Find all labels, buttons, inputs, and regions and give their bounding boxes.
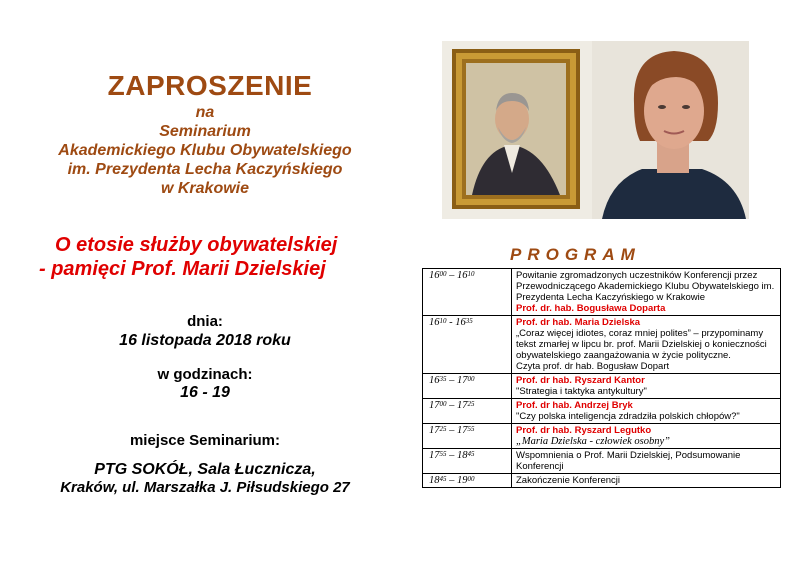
place-line-1: PTG SOKÓŁ, Sala Łucznicza, [94, 461, 316, 478]
program-text: Powitanie zgromadzonych uczestników Konferencji przez Przewodniczącego Akademickiego Klubu Obywatelskiego im. Prezydenta Lecha Kaczyńskiego w Krakowie [516, 270, 775, 303]
program-heading: PROGRAM [510, 245, 641, 264]
time-separator: – [446, 475, 457, 486]
program-description [512, 424, 781, 449]
time-start-min: 35 [439, 375, 447, 383]
program-description [512, 374, 781, 399]
time-start-hour: 16 [429, 317, 440, 328]
header-line: Akademickiego Klubu Obywatelskiego [58, 142, 352, 159]
program-text: Czyta prof. dr hab. Bogusław Dopart [516, 361, 670, 372]
header-line: Seminarium [159, 123, 251, 140]
time-end-hour: 17 [457, 425, 468, 436]
program-row [423, 399, 781, 424]
time-start-min: 55 [439, 450, 447, 458]
program-row [423, 316, 781, 374]
header-line: w Krakowie [160, 180, 250, 197]
time-start-hour: 17 [429, 425, 440, 436]
time-start-min: 45 [439, 475, 447, 483]
program-speaker: Prof. dr. hab. Bogusława Doparta [516, 303, 666, 314]
time-start-min: 10 [439, 317, 447, 325]
place-label: miejsce Seminarium: [129, 432, 281, 449]
hours-label: w godzinach: [157, 366, 253, 383]
time-start-hour: 16 [429, 375, 440, 386]
program-text: „Maria Dzielska - człowiek osobny” [516, 436, 670, 447]
program-time [423, 424, 512, 449]
time-end-hour: 16 [455, 317, 466, 328]
hours-value: 16 - 19 [180, 384, 230, 401]
topic-line-2: - pamięci Prof. Marii Dzielskiej [39, 258, 326, 280]
program-time [423, 474, 512, 488]
place-line-2: Kraków, ul. Marszałka J. Piłsudskiego 27 [60, 479, 350, 496]
time-end-min: 00 [467, 375, 475, 383]
time-end-min: 55 [467, 425, 475, 433]
time-end-hour: 16 [457, 270, 468, 281]
program-text: Zakończenie Konferencji [516, 475, 621, 486]
date-value: 16 listopada 2018 roku [119, 332, 291, 349]
time-start-hour: 17 [429, 450, 440, 461]
time-end-min: 35 [465, 317, 473, 325]
photo [442, 41, 749, 219]
painted-portrait [466, 63, 566, 195]
program-time [423, 374, 512, 399]
program-description [512, 474, 781, 488]
date-label: dnia: [187, 313, 223, 330]
time-end-min: 45 [467, 450, 475, 458]
program-speaker: Prof. dr hab. Ryszard Legutko [516, 425, 652, 436]
header-line: na [195, 104, 215, 121]
program-text: "Strategia i taktyka antykultury" [516, 386, 647, 397]
program-text: „Coraz więcej idiotes, coraz mniej polites” – przypominamy tekst zmarłej w lipcu br. prof. Marii Dzielskiej o konieczności obywatelskiego zaangażowania w życie polityczne. [516, 328, 767, 361]
program-description [512, 399, 781, 424]
page-title: ZAPROSZENIE [107, 70, 313, 101]
photo-illustration [442, 41, 749, 219]
time-end-min: 25 [467, 400, 475, 408]
time-end-min: 00 [467, 475, 475, 483]
time-start-hour: 18 [429, 475, 440, 486]
program-speaker: Prof. dr hab. Maria Dzielska [516, 317, 641, 328]
time-end-hour: 17 [457, 400, 468, 411]
program-time [423, 316, 512, 374]
time-separator: – [446, 270, 457, 281]
program-description [512, 316, 781, 374]
program-row [423, 269, 781, 316]
program-row [423, 449, 781, 474]
program-row [423, 374, 781, 399]
time-separator: – [446, 375, 457, 386]
program-table [422, 268, 781, 488]
program-time [423, 399, 512, 424]
time-separator: - [446, 317, 456, 328]
program-row [423, 424, 781, 449]
program-text: Wspomnienia o Prof. Marii Dzielskiej, Podsumowanie Konferencji [516, 450, 741, 472]
time-start-min: 25 [439, 425, 447, 433]
time-end-min: 10 [467, 270, 475, 278]
time-start-min: 00 [439, 270, 447, 278]
program-time [423, 449, 512, 474]
program-speaker: Prof. dr hab. Ryszard Kantor [516, 375, 645, 386]
program-row [423, 474, 781, 488]
program-description [512, 269, 781, 316]
header-line: im. Prezydenta Lecha Kaczyńskiego [67, 161, 343, 178]
time-end-hour: 17 [457, 375, 468, 386]
time-end-hour: 19 [457, 475, 468, 486]
time-start-hour: 17 [429, 400, 440, 411]
program-time [423, 269, 512, 316]
program-description [512, 449, 781, 474]
time-separator: – [446, 450, 457, 461]
topic-line-1: O etosie służby obywatelskiej [55, 234, 338, 256]
time-start-hour: 16 [429, 270, 440, 281]
time-start-min: 00 [439, 400, 447, 408]
program-text: "Czy polska inteligencja zdradziła polskich chłopów?" [516, 411, 740, 422]
time-end-hour: 18 [457, 450, 468, 461]
program-speaker: Prof. dr hab. Andrzej Bryk [516, 400, 633, 411]
time-separator: – [446, 400, 457, 411]
time-separator: – [446, 425, 457, 436]
